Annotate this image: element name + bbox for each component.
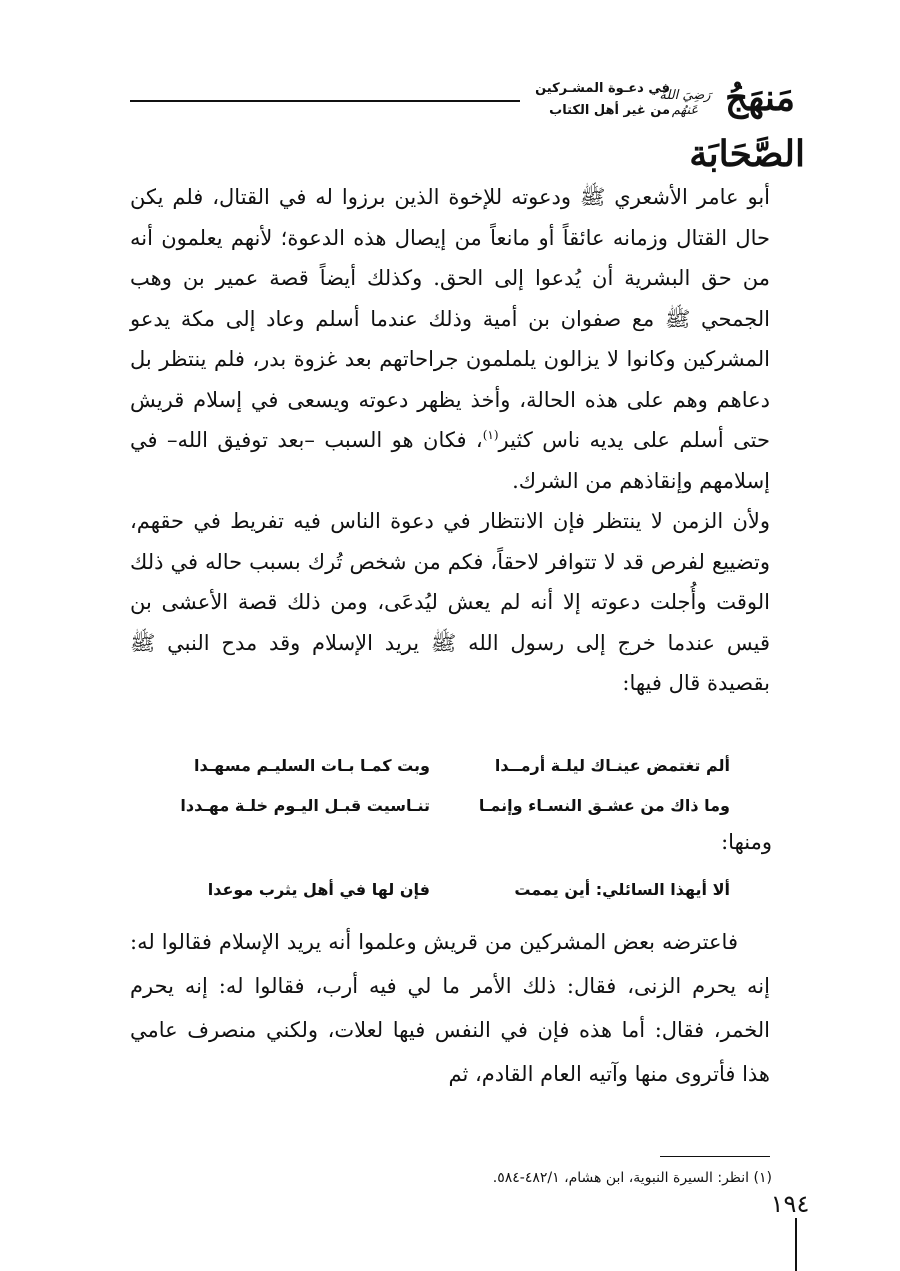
- poem-hemistich-first: ألم تغتمض عينـاك ليلـة أرمــدا: [494, 756, 730, 775]
- paragraph-2: ولأن الزمن لا ينتظر فإن الانتظار في دعوة الناس فيه تفريط في حقهم، وتضييع لفرص قد لا تتوافر لاحقاً، فكم من شخص تُرك بسبب حاله في ذلك الوقت وأُجلت دعوته إلا أنه لم يعش ليُدعَى، ومن ذلك قصة الأعشى بن قيس عندما خرج إلى رسول الله ﷺ يريد الإسلام وقد مدح النبي ﷺ بقصيدة قال فيها:: [130, 509, 770, 695]
- minha-label: ومنها:: [721, 830, 772, 854]
- poem-hemistich-second: فإن لها في أهل يثرب موعدا: [207, 880, 430, 899]
- header-subtitle-line1: في دعـوة المشـركين: [535, 81, 670, 96]
- poem-hemistich-second: تنـاسيت قبـل اليـوم خلـة مهـددا: [180, 796, 430, 815]
- poem-line: [170, 748, 730, 788]
- footnote: (١) انظر: السيرة النبوية، ابن هشام، ٤٨٢/١-٥٨٤.: [492, 1170, 772, 1186]
- header-rule: [130, 100, 520, 102]
- paragraph-3: فاعترضه بعض المشركين من قريش وعلموا أنه يريد الإسلام فقالوا له: إنه يحرم الزنى، فقال: ذلك الأمر ما لي فيه أرب، فقالوا له: إنه يحرم الخمر، فقال: أما هذه فإن في النفس فيها لعلات، ولكني منصرف عامي هذا فأتروى منها وآتيه العام القادم، ثم: [130, 930, 770, 1086]
- poem-block-2: [170, 872, 730, 912]
- poem-hemistich-second: وبت كمـا بـات السليـم مسهـدا: [193, 756, 430, 775]
- poem-line: [170, 788, 730, 828]
- page-header: [100, 70, 805, 175]
- paragraph-1: [130, 177, 770, 501]
- paragraph-1-text-end: ، فكان هو السبب –بعد توفيق الله– في إسلامهم وإنقاذهم من الشرك.: [130, 428, 770, 493]
- poem-line: [170, 872, 730, 912]
- header-subtitle-line2: من غير أهل الكتاب: [549, 103, 670, 118]
- footnote-marker: (١): [482, 428, 499, 442]
- page-number: ١٩٤: [770, 1190, 810, 1218]
- main-text: [130, 177, 770, 704]
- footnote-rule: [660, 1156, 770, 1157]
- main-text-continued: [130, 920, 770, 1096]
- header-honorific: رَضِيَ اللهُ عَنهُم: [659, 88, 711, 118]
- poem-hemistich-first: ألا أيهذا السائلي: أين يممت: [514, 880, 730, 899]
- page-number-rule: [795, 1218, 797, 1271]
- poem-hemistich-first: وما ذاك من عشـق النسـاء وإنمـا: [478, 796, 730, 815]
- book-logo: مَنهَجُ الصَّحَابَة: [689, 77, 805, 175]
- poem-block-1: [170, 748, 730, 828]
- header-subtitle: [530, 78, 670, 122]
- paragraph-1-text: أبو عامر الأشعري ﷺ ودعوته للإخوة الذين برزوا له في القتال، فلم يكن حال القتال وزمانه عائقاً أو مانعاً من إيصال هذه الدعوة؛ لأنهم يعلمون أنه من حق البشرية أن يُدعوا إلى الحق. وكذلك أيضاً قصة عمير بن وهب الجمحي ﷺ مع صفوان بن أمية وذلك عندما أسلم وعاد إلى مكة يدعو المشركين وكانوا لا يزالون يلملمون جراحاتهم بعد غزوة بدر، فلم ينتظر بل دعاهم وهم على هذه الحالة، وأخذ يظهر دعوته ويسعى في إسلام قريش حتى أسلم على يديه ناس كثير: [130, 185, 771, 452]
